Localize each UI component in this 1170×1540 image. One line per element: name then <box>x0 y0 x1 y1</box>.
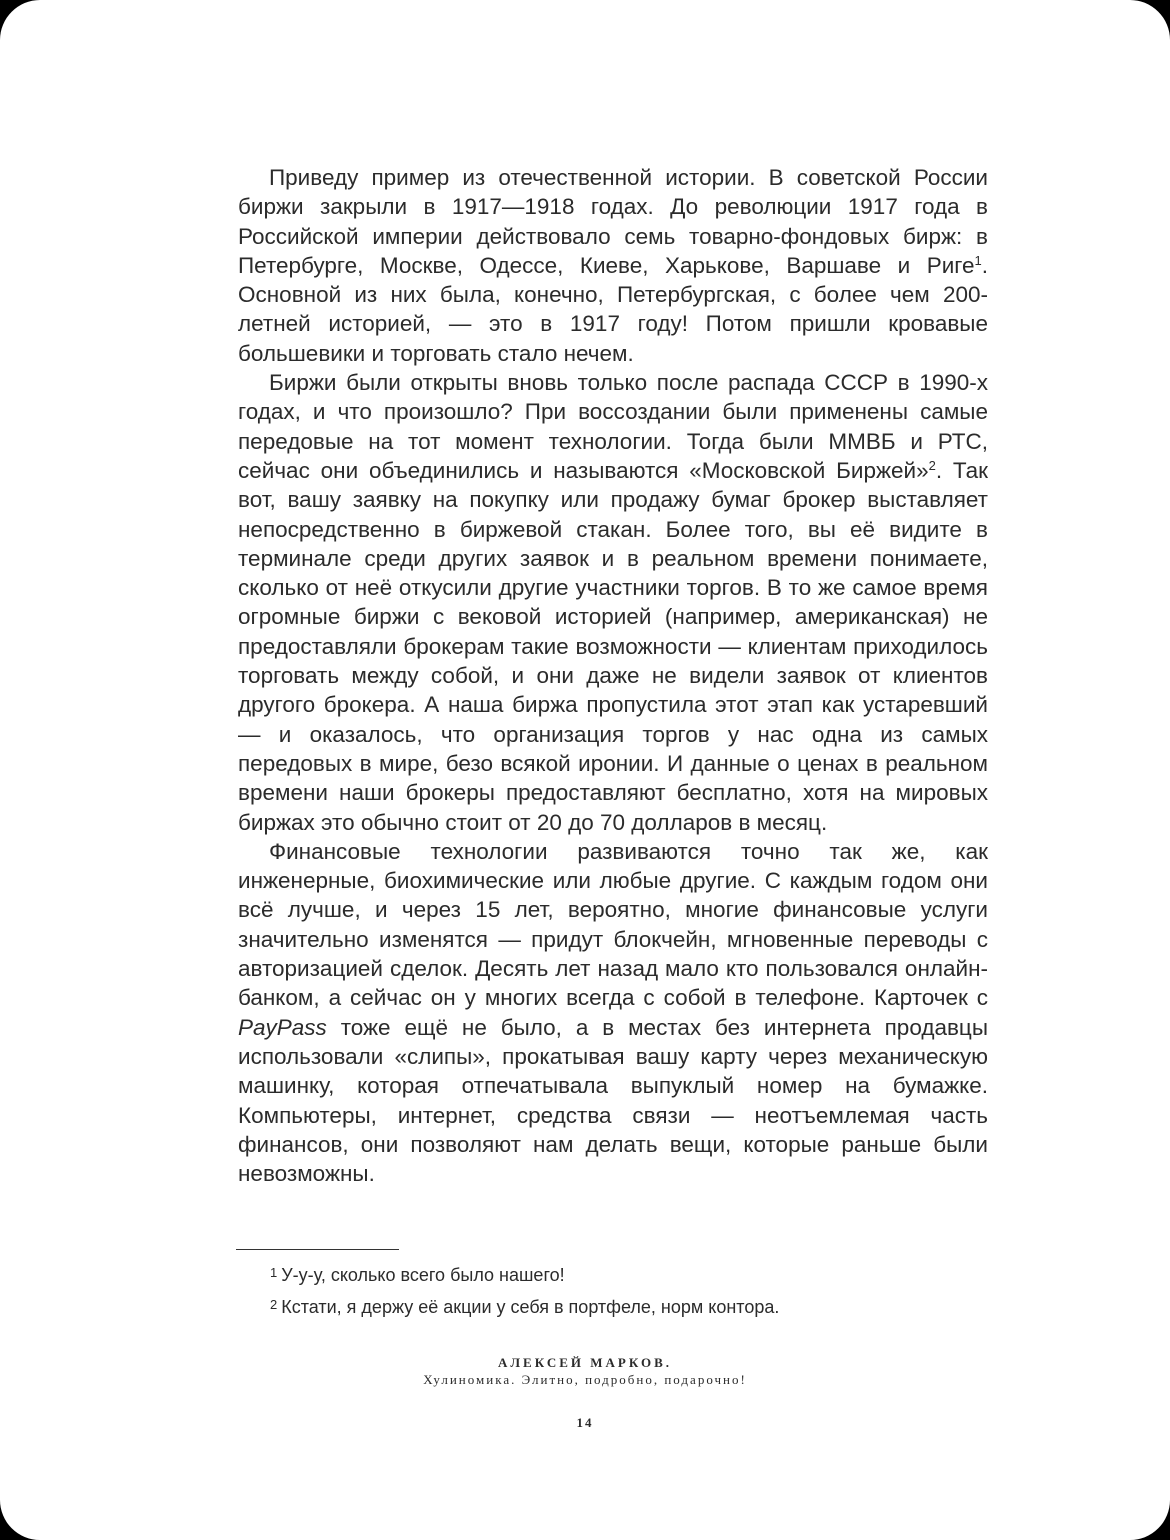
footnote-ref-1: 1 <box>974 252 982 268</box>
running-footer <box>0 1354 1170 1388</box>
paragraph-1-text: Приведу пример из отечественной истории. В советской России биржи закрыли в 1917—1918 годах. До революции 1917 года в Российской империи действовало семь товарно-фондовых бирж: в Петербурге, Москве, Одессе, Киеве, Харькове, Варшаве и Риге <box>238 165 988 278</box>
footnote-1 <box>270 1258 970 1290</box>
footnote-divider <box>236 1249 399 1250</box>
footnote-ref-2: 2 <box>928 457 936 473</box>
footer-book-title: Хулиномика. Элитно, подробно, подарочно! <box>423 1372 747 1387</box>
paragraph-1 <box>238 163 988 368</box>
paypass-term: PayPass <box>238 1014 327 1040</box>
paragraph-3-text-cont: тоже ещё не было, а в местах без интернета продавцы использовали «слипы», прокатывая вашу карту через механическую машинку, которая отпечатывала выпуклый номер на бумажке. Компьютеры, интернет, средства связи — неотъемлемая часть финансов, они позволяют нам делать вещи, которые раньше были невозможны. <box>238 1014 988 1187</box>
paragraph-2 <box>238 368 988 837</box>
footnote-text: У-у-у, сколько всего было нашего! <box>281 1265 565 1285</box>
footnote-number: 2 <box>270 1297 278 1312</box>
paragraph-1-text-cont: . Основной из них была, конечно, Петербургская, с более чем 200-летней историей, — это в 1917 году! Потом пришли кровавые большевики и торговать стало нечем. <box>238 252 988 366</box>
footnotes <box>270 1258 970 1322</box>
footnote-number: 1 <box>270 1265 278 1280</box>
footnote-text: Кстати, я держу её акции у себя в портфеле, норм контора. <box>281 1297 780 1317</box>
paragraph-2-text: Биржи были открыты вновь только после распада СССР в 1990-х годах, и что произошло? При воссоздании были применены самые передовые на тот момент технологии. Тогда были ММВБ и РТС, сейчас они объединились и называются «Московской Биржей» <box>238 370 988 483</box>
footer-author: АЛЕКСЕЙ МАРКОВ. <box>497 1355 672 1370</box>
paragraph-3-text: Финансовые технологии развиваются точно так же, как инженерные, биохимические или любые другие. С каждым годом они всё лучше, и через 15 лет, вероятно, многие финансовые услуги значительно изменятся — придут блокчейн, мгновенные переводы с авторизацией сделок. Десять лет назад мало кто пользовался онлайн-банком, а сейчас он у многих всегда с собой в телефоне. Карточек с <box>238 838 988 1011</box>
main-text <box>238 163 988 1188</box>
page-number: 14 <box>576 1415 594 1430</box>
paragraph-3 <box>238 837 988 1189</box>
footnote-2 <box>270 1290 970 1322</box>
paragraph-2-text-cont: . Так вот, вашу заявку на покупку или продажу бумаг брокер выставляет непосредственно в биржевой стакан. Более того, вы её видите в терминале среди других заявок и в реальном времени понимаете, сколько от неё откусили другие участники торгов. В то же самое время огромные биржи с вековой историей (например, американская) не предоставляли брокерам такие возможности — клиентам приходилось торговать между собой, и они даже не видели заявок от клиентов другого брокера. А наша биржа пропустила этот этап как устаревший — и оказалось, что организация торгов у нас одна из самых передовых в мире, безо всякой иронии. И данные о ценах в реальном времени наши брокеры предоставляют бесплатно, хотя на мировых биржах это обычно стоит от 20 до 70 долларов в месяц. <box>238 457 988 835</box>
